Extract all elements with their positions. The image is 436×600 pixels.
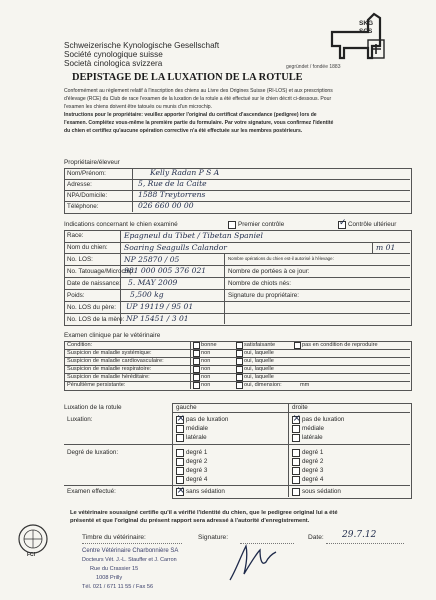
exam-performed-label: Examen effectué: bbox=[67, 488, 116, 495]
clinical-heading: Examen clinique par le vétérinaire bbox=[64, 332, 161, 339]
respiratory-label: Suspicion de maladie respiratoire: bbox=[67, 366, 152, 372]
checkbox-persistent-no[interactable] bbox=[193, 382, 200, 389]
owner-name-label: Nom/Prénom: bbox=[67, 170, 106, 177]
mm-unit: mm bbox=[300, 382, 310, 388]
first-exam-label: Premier contrôle bbox=[238, 221, 285, 228]
col-left-header: gauche bbox=[176, 404, 197, 411]
checkbox-left-no-luxation[interactable] bbox=[176, 416, 184, 424]
checkbox-right-medial[interactable] bbox=[292, 425, 300, 433]
los-label: No. LOS: bbox=[67, 256, 93, 263]
checkbox-right-degree-3[interactable] bbox=[292, 467, 300, 475]
dog-table bbox=[64, 230, 412, 326]
checkbox-right-degree-1[interactable] bbox=[292, 449, 300, 457]
owner-city-value: 1588 Treytorrens bbox=[138, 190, 206, 199]
checkbox-cardio-no[interactable] bbox=[193, 358, 200, 365]
checkbox-follow-up-exam[interactable] bbox=[338, 221, 346, 229]
breeding-ops-label: Nombre opérations du chien est-il autorisé à l'élevage: bbox=[228, 256, 334, 261]
sire-los-label: No. LOS du père: bbox=[67, 304, 117, 311]
checkbox-left-degree-1[interactable] bbox=[176, 449, 184, 457]
weight-label: Poids: bbox=[67, 292, 85, 299]
checkbox-left-medial[interactable] bbox=[176, 425, 184, 433]
logo-skg: SKG bbox=[359, 20, 374, 27]
checkbox-left-degree-3[interactable] bbox=[176, 467, 184, 475]
checkbox-respiratory-yes[interactable] bbox=[236, 366, 243, 373]
logo-scs: SCS bbox=[359, 28, 373, 35]
vet-stamp-label: Timbre du vétérinaire: bbox=[82, 534, 146, 541]
owner-table bbox=[64, 168, 412, 214]
checkbox-hereditary-no[interactable] bbox=[193, 374, 200, 381]
col-right-header: droite bbox=[292, 404, 308, 411]
luxation-label: Luxation: bbox=[67, 416, 93, 423]
sex-value: m 01 bbox=[376, 243, 396, 252]
puppies-label: Nombre de chiots nés: bbox=[228, 280, 291, 287]
checkbox-left-degree-2[interactable] bbox=[176, 458, 184, 466]
date-label: Date: bbox=[308, 534, 324, 541]
checkbox-right-degree-2[interactable] bbox=[292, 458, 300, 466]
skg-dog-logo-icon bbox=[328, 10, 392, 62]
birth-date-label: Date de naissance: bbox=[67, 280, 121, 287]
checkbox-left-degree-4[interactable] bbox=[176, 476, 184, 484]
systemic-label: Suspicion de maladie systémique: bbox=[67, 350, 152, 356]
dog-heading: Indications concernant le chien examiné bbox=[64, 221, 178, 228]
fci-label: FCI bbox=[27, 552, 36, 558]
org-name-de: Schweizerische Kynologische Gesellschaft bbox=[64, 41, 220, 50]
checkbox-first-exam[interactable] bbox=[228, 221, 236, 229]
checkbox-right-lateral[interactable] bbox=[292, 434, 300, 442]
checkbox-left-lateral[interactable] bbox=[176, 434, 184, 442]
fci-logo-icon bbox=[16, 522, 50, 560]
breed-value: Epagneul du Tibet / Tibetan Spaniel bbox=[124, 231, 263, 240]
checkbox-persistent-yes[interactable] bbox=[236, 382, 243, 389]
luxation-form-page: Schweizerische Kynologische Gesellschaft Société cynologique suisse Società cinologica svizzera SKG SCS gegründet / fondée 1883 DEPISTAGE DE LA LUXATION DE LA ROTULE Conformément au règlement relatif à l'inscription des chiens au Livre des Origines Suisse (RI-LOS) et aux prescriptions d'élevage (RCE) du Club de race l'examen de la luxation de la rotule a été effectué sur le chien décrit ci-dessous. Pour l'examen les chiens doivent être tatoués ou munis d'un microchip. Instructions pour le propriétaire: veuillez apporter l'original du certificat d'ascendance (pedigree) lors de l'examen. Complétez vous-même la première partie du formulaire. Par votre signature, vous confirmez l'identité du chien et certifiez qu'aucune opération corrective n'a été effectuée sur les membres postérieurs. Propriétaire/éleveur Nom/Prénom: Kelly Radan P S A Adresse: 5, Rue de la Caite NPA/Domicile: 1588 Treytorrens Téléphone: 026 660 00 00 Indications concernant le chien examiné Premier contrôle ✓ Contrôle ultérieur Race: Epagneul du Tibet / Tibetan Spaniel Nom du chien: Soaring Seagulls Calandor m 01 No. LOS: NP 25870 / 05 No. Tatouage/Microchip: 981 000 005 376 021 Date de naissance: 5. MAY 2009 Poids: 5,500 kg No. LOS du père: UP 19119 / 95 01 No. LOS de la mère: NP 15451 / 3 01 Nombre opérations du chien est-il autorisé à l'élevage: Nombre de portées à ce jour: Nombre de chiots nés: Signature du propriétaire: Examen clinique par le vétérinaire Condition: bonne satisfaisante pas en condition de reproduire Suspicion de maladie systémique: non oui, laquelle Suspicion de maladie cardiovasculaire: non oui, laquelle Suspicion de maladie respiratoire: non oui, laquelle Suspicion de maladie héréditaire: non oui, laquelle Pénultième persistante: non oui, dimension: mm Luxation de la rotule gauche droite Luxation: × pas de luxation médiale latérale × pas de luxation médiale latérale Degré de luxation: degré 1 degré 2 degré 3 degré 4 degré 1 degré 2 degré 3 degré 4 Examen effectué: × sans sédation sous sédation Le vétérinaire soussigné certifie qu'il a vérifié l'identité du chien, que le pedigree original lui a été présenté et que l'original du présent rapport sera adressé à l'autorité d'enregistrement. FCI Timbre du vétérinaire: Signature: Date: 29.7.12 Centre Vétérinaire Charbonnière SA Docteurs Vét. J.-L. Stauffer et J. Carron Rue du Crassier 15 1008 Prilly Tél. 021 / 671 11 55 / Fax 56 bbox=[0, 0, 436, 600]
founded-year: gegründet / fondée 1883 bbox=[286, 64, 341, 70]
dam-los-label: No. LOS de la mère: bbox=[67, 316, 125, 323]
persistent-label: Pénultième persistante: bbox=[67, 382, 126, 388]
checkbox-right-degree-4[interactable] bbox=[292, 476, 300, 484]
owner-phone-label: Téléphone: bbox=[67, 203, 99, 210]
owner-signature-label: Signature du propriétaire: bbox=[228, 292, 300, 299]
follow-up-exam-label: Contrôle ultérieur bbox=[348, 221, 397, 228]
sire-los-value: UP 19119 / 95 01 bbox=[126, 302, 194, 311]
luxation-heading: Luxation de la rotule bbox=[64, 404, 122, 411]
checkbox-with-sedation[interactable] bbox=[292, 488, 300, 496]
checkbox-hereditary-yes[interactable] bbox=[236, 374, 243, 381]
vet-signature-mark bbox=[226, 540, 278, 584]
dam-los-value: NP 15451 / 3 01 bbox=[126, 314, 189, 323]
vet-signature-label: Signature: bbox=[198, 534, 229, 541]
degree-label: Degré de luxation: bbox=[67, 449, 119, 456]
owner-address-value: 5, Rue de la Caite bbox=[138, 179, 207, 188]
birth-date-value: 5. MAY 2009 bbox=[128, 278, 178, 287]
hereditary-label: Suspicion de maladie héréditaire: bbox=[67, 374, 150, 380]
litters-label: Nombre de portées à ce jour: bbox=[228, 268, 310, 275]
vet-certification-line-1: Le vétérinaire soussigné certifie qu'il a vérifié l'identité du chien, que le pedigree original lui a été bbox=[70, 510, 338, 516]
breed-label: Race: bbox=[67, 232, 84, 239]
checkbox-systemic-yes[interactable] bbox=[236, 350, 243, 357]
date-value: 29.7.12 bbox=[342, 530, 377, 540]
checkbox-condition-good[interactable] bbox=[193, 342, 200, 349]
org-name-fr: Société cynologique suisse bbox=[64, 50, 163, 59]
owner-name-value: Kelly Radan P S A bbox=[150, 168, 220, 177]
owner-city-label: NPA/Domicile: bbox=[67, 192, 108, 199]
condition-label: Condition: bbox=[67, 342, 93, 348]
dog-name-value: Soaring Seagulls Calandor bbox=[124, 243, 227, 252]
cardio-label: Suspicion de maladie cardiovasculaire: bbox=[67, 358, 164, 364]
dog-name-label: Nom du chien: bbox=[67, 244, 108, 251]
vet-certification-line-2: présenté et que l'original du présent rapport sera adressé à l'autorité d'enregistrement. bbox=[70, 518, 310, 524]
owner-phone-value: 026 660 00 00 bbox=[138, 201, 194, 210]
microchip-label: No. Tatouage/Microchip: bbox=[67, 268, 135, 275]
checkbox-systemic-no[interactable] bbox=[193, 350, 200, 357]
los-value: NP 25870 / 05 bbox=[124, 255, 180, 264]
weight-value: 5,500 kg bbox=[130, 290, 164, 299]
owner-address-label: Adresse: bbox=[67, 181, 92, 188]
checkbox-without-sedation[interactable] bbox=[176, 488, 184, 496]
org-name-it: Società cinologica svizzera bbox=[64, 59, 163, 68]
checkbox-right-no-luxation[interactable] bbox=[292, 416, 300, 424]
microchip-value: 981 000 005 376 021 bbox=[124, 266, 207, 275]
checkbox-condition-satisfactory[interactable] bbox=[236, 342, 243, 349]
owner-heading: Propriétaire/éleveur bbox=[64, 159, 120, 166]
checkbox-respiratory-no[interactable] bbox=[193, 366, 200, 373]
checkbox-condition-not-fit[interactable] bbox=[294, 342, 301, 349]
checkbox-cardio-yes[interactable] bbox=[236, 358, 243, 365]
form-title: DEPISTAGE DE LA LUXATION DE LA ROTULE bbox=[72, 72, 303, 83]
